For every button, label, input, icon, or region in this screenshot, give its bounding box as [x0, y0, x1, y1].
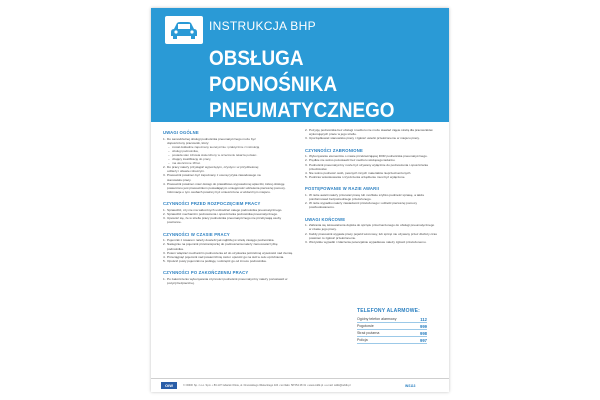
footer-text: © ODDK Sp. z o.o. Sp.k. • 80-137 Gdańsk Olivia, ul. Dmowskiego Wieleckiego 324 • tel./faks: 58 554 28 31 • www.oddk.pl • e-mail: oddk@oddk.pl: [183, 384, 351, 387]
list-item: 2. Do pracy należy przystąpić wypoczętym, czystym i w przydzielonej: [163, 164, 259, 169]
sub-item: – obsługi podnośnika,: [163, 149, 295, 153]
phone-label: Straż pożarna: [357, 331, 380, 335]
right-column: [305, 128, 437, 244]
phone-label: Ogólny telefon alarmowy: [357, 317, 397, 321]
publisher-logo: OiW: [161, 382, 177, 389]
phone-row: [357, 337, 427, 344]
phone-row: [357, 323, 427, 330]
list-item: 1. Sprawdzić, czy nie ma widocznych uszkodzeń całego podnośnika pneumatycznego.: [163, 207, 283, 212]
phones-heading: TELEFONY ALARMOWE:: [357, 308, 421, 314]
emergency-phones: [357, 308, 427, 344]
list-item: dopuszczony pracownik, który:: [167, 140, 210, 145]
title-line-1: OBSŁUGA PODNOŚNIKA: [209, 47, 338, 96]
list-item: stanowisku pracy.: [167, 177, 192, 182]
document-code: INS113: [405, 383, 416, 388]
list-item: 5. Podczas wnioskowania i czyszczenia urządzenie musi być wyłączone.: [305, 175, 406, 180]
phone-label: Policja: [357, 338, 368, 342]
list-item: 1. Zabrania się lekceważenia dojścia do sprzętu przeznaczonego do obsługi pneumatycznego w czasie jego pracy.: [305, 223, 435, 232]
section-heading: CZYNNOŚCI ZABRONIONE: [305, 147, 363, 153]
list-item: 2. Sprawdzić mechanizm podnoszenia i opuszczania podnośnika pneumatycznego.: [163, 212, 278, 217]
left-column: [163, 128, 295, 285]
list-item: 4. Nie wolno podnosić osób, pewnych innych materiałów nieprzeznaczonych.: [305, 170, 412, 175]
section-heading: UWAGI KOŃCOWE: [305, 216, 346, 222]
sub-item: – ma ukończone 18 lat.: [163, 161, 295, 165]
sub-item: – został dokładnie zapoznany teoretycznie i praktycznie z instrukcją: [163, 145, 295, 149]
header-banner: [151, 8, 449, 122]
instruction-sheet: [151, 8, 449, 392]
list-item: 3. Wszystkie wypadki i zdarzenia potencjalnie wypadkowe należy zgłosić przełożonemu.: [305, 239, 427, 244]
list-item: 5. Opuścić pusty pojemnik na podłogę i odczepić go od zmocu podnośnika.: [163, 259, 267, 264]
list-item: 1. Wykonywanie elementów o masie przekraczającej DOR podnośnika pneumatycznego.: [305, 154, 428, 159]
list-item: 3. Upewnić się, że w strefie pracy podnośnika pneumatycznego nie przebywają osoby postronne.: [163, 216, 282, 225]
list-item: 2. Każdy pracownik wygasłe pracy pojazd wzorcowy, lub sprzęt nie używany przez dłuższy czas powinien to zgłosić przełożonemu.: [305, 231, 437, 240]
section-heading: CZYNNOŚCI W CZASIE PRACY: [163, 231, 230, 237]
title-line-2: PNEUMATYCZNEGO: [209, 99, 395, 122]
list-item: 2. W razie wypadku należy zawiadomić przełożonego i udzielić pierwszej pomocy poszkodowanemu.: [305, 201, 417, 210]
list-item: 4. Pracownik powinien mieć dostęp do prawidłowo wyposażonej apteczki, której obsługę powierzono jest pracownikom posiadającym umiejętność udzielenia pierwszej pomocy. Informacje o tym osobach powinny być umieszczone w widocznym miejscu.: [163, 181, 286, 195]
section-heading: CZYNNOŚCI PO ZAKOŃCZENIU PRACY: [163, 270, 249, 276]
list-item: 1. W razie awarii należy przerwać pracę lub możliwie szybko podnieść sprawę, a także poinformować bezpośredniego przełożonego.: [305, 192, 425, 202]
list-item: 2. Prędkie nie wolno pozostawić bez nadzoru wiszącego ładunku.: [305, 158, 396, 163]
phone-number: 999: [420, 323, 427, 329]
list-item: 3. Potem włączać mechanizm podnoszenia aż do uzyskania potrzebnej wysokości nad ziemią.: [163, 250, 293, 255]
list-item: 3. Pracownik powinien być zapoznany z oceną ryzyka zawodowego na: [163, 173, 261, 178]
section-heading: POSTĘPOWANIE W RAZIE AWARII: [305, 186, 380, 192]
car-icon-box: [165, 16, 203, 44]
sub-item: – posiada stan zdrowia stwierdzony w orzeczeniu lekarza potwier-: [163, 153, 295, 157]
document-title: [209, 46, 418, 124]
list-item: 2. Pozycję podnośnika bez obsługi i nadzoru nie może stawiać zajęte strefą dla pracowników wykonujących prace w jego strefie.: [305, 128, 433, 137]
list-item: 3. Podnośnik pneumatyczny może być używany wyłącznie do podnoszenia i opuszczania przedmiotów.: [305, 162, 428, 171]
sub-item: – dzający kwalifikację do pracy,: [163, 157, 295, 161]
phone-number: 998: [420, 330, 427, 336]
phone-row: [357, 330, 427, 337]
phone-label: Pogotowie: [357, 324, 374, 328]
list-item: odzieży i obuwie roboczym.: [167, 169, 205, 174]
section-heading: CZYNNOŚCI PRZED ROZPOCZĘCIEM PRACY: [163, 201, 261, 207]
phone-row: [357, 316, 427, 323]
list-item: 1. Do samodzielnej obsługi podnośnika pneumatycznego może być: [163, 136, 256, 141]
car-icon: [169, 20, 199, 40]
phone-number: 997: [420, 337, 427, 343]
phone-number: 112: [420, 316, 427, 322]
document-subtitle: INSTRUKCJA BHP: [209, 19, 316, 33]
footer: [151, 378, 449, 392]
section-heading: UWAGI OGÓLNE: [163, 130, 199, 135]
list-item: 1. Po zakończeniu wykonywania czynności podnośnik pneumatyczny należy pozostawić w pozycji bezpiecznej.: [163, 276, 288, 286]
list-item: 2. Następnie na pojemnik przetransportuj do podnoszenia należy zamocować lyżkę podnośnika.: [163, 242, 278, 251]
list-item: 1. Pojemnik z towarem należy dowieźć jak najbliżej w strefę zasięgu podnośnika.: [163, 238, 275, 243]
list-item: 4. Przeciągnąć pojemnik nad powierzchnię stołu i opuścić go na stół w celu opróżnienia.: [163, 254, 285, 259]
list-item: 3. Uporządkować stanowisko pracy i zgłosić usterki przełożonemu w miejscu pracy.: [305, 136, 420, 141]
